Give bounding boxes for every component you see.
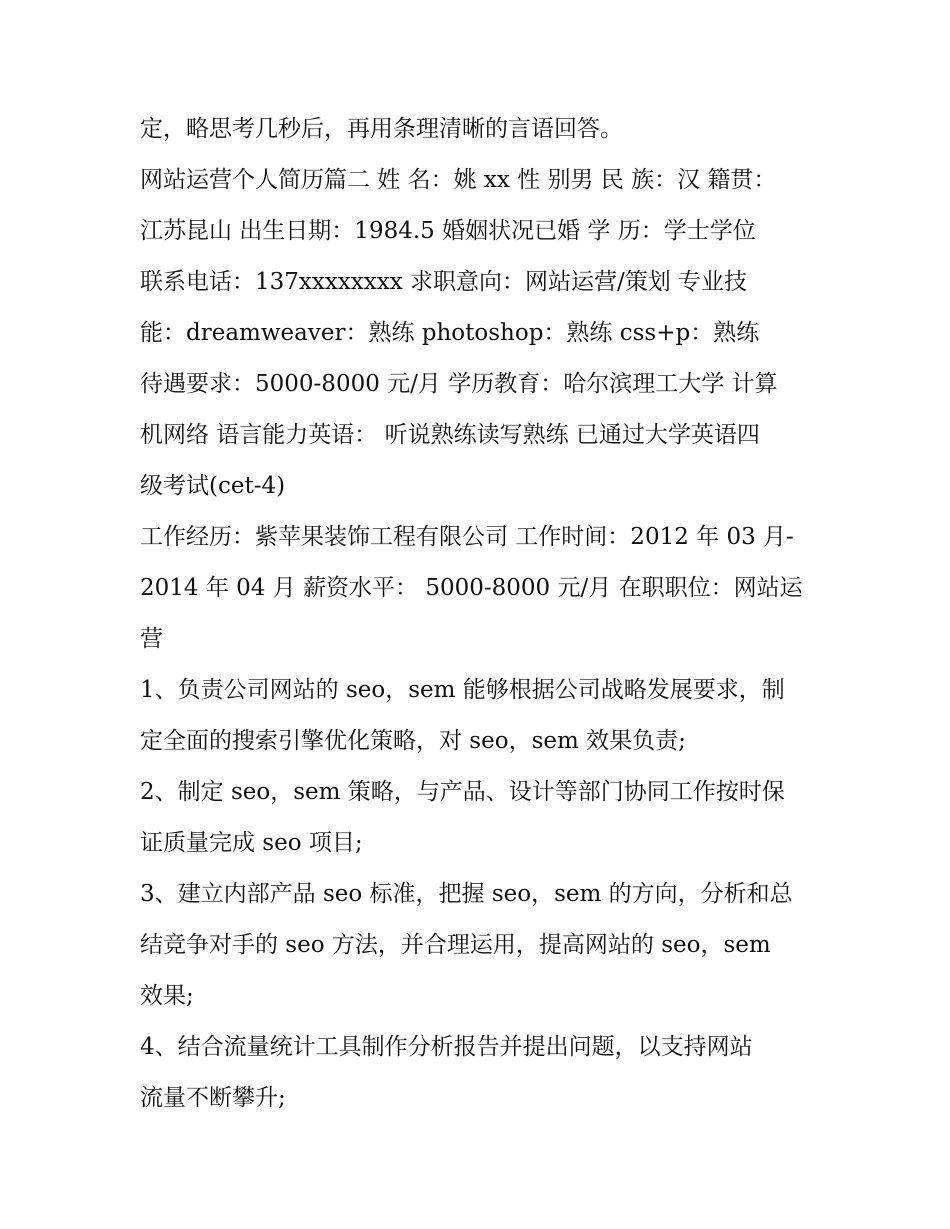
text-line: 定全面的搜索引擎优化策略，对 seo，sem 效果负责; <box>140 728 686 754</box>
text-line: 效果; <box>140 983 194 1009</box>
text-line: 机网络 语言能力英语： 听说熟练读写熟练 已通过大学英语四 <box>140 422 760 448</box>
text-line: 网站运营个人简历篇二 姓 名：姚 xx 性 别男 民 族：汉 籍贯： <box>140 167 777 193</box>
text-line: 证质量完成 seo 项目; <box>140 830 363 856</box>
text-line: 营 <box>140 626 163 652</box>
text-line: 4、结合流量统计工具制作分析报告并提出问题，以支持网站 <box>140 1034 753 1060</box>
text-line: 定，略思考几秒后，再用条理清晰的言语回答。 <box>140 116 623 142</box>
text-line: 江苏昆山 出生日期：1984.5 婚姻状况已婚 学 历：学士学位 <box>140 218 756 244</box>
text-line: 能：dreamweaver：熟练 photoshop：熟练 css+p：熟练 <box>140 320 760 346</box>
text-line: 2014 年 04 月 薪资水平： 5000-8000 元/月 在职职位：网站运 <box>140 575 803 601</box>
text-line: 2、制定 seo，sem 策略，与产品、设计等部门协同工作按时保 <box>140 779 785 805</box>
text-line: 联系电话：137xxxxxxxx 求职意向：网站运营/策划 专业技 <box>140 269 748 295</box>
text-line: 待遇要求：5000-8000 元/月 学历教育：哈尔滨理工大学 计算 <box>140 371 778 397</box>
text-line: 工作经历：紫苹果装饰工程有限公司 工作时间：2012 年 03 月- <box>140 524 794 550</box>
text-line: 级考试(cet-4) <box>140 473 286 499</box>
text-line: 1、负责公司网站的 seo，sem 能够根据公司战略发展要求，制 <box>140 677 785 703</box>
text-line: 流量不断攀升; <box>140 1085 286 1111</box>
text-line: 3、建立内部产品 seo 标准，把握 seo，sem 的方向，分析和总 <box>140 881 793 907</box>
text-line: 结竞争对手的 seo 方法，并合理运用，提高网站的 seo，sem <box>140 932 771 958</box>
